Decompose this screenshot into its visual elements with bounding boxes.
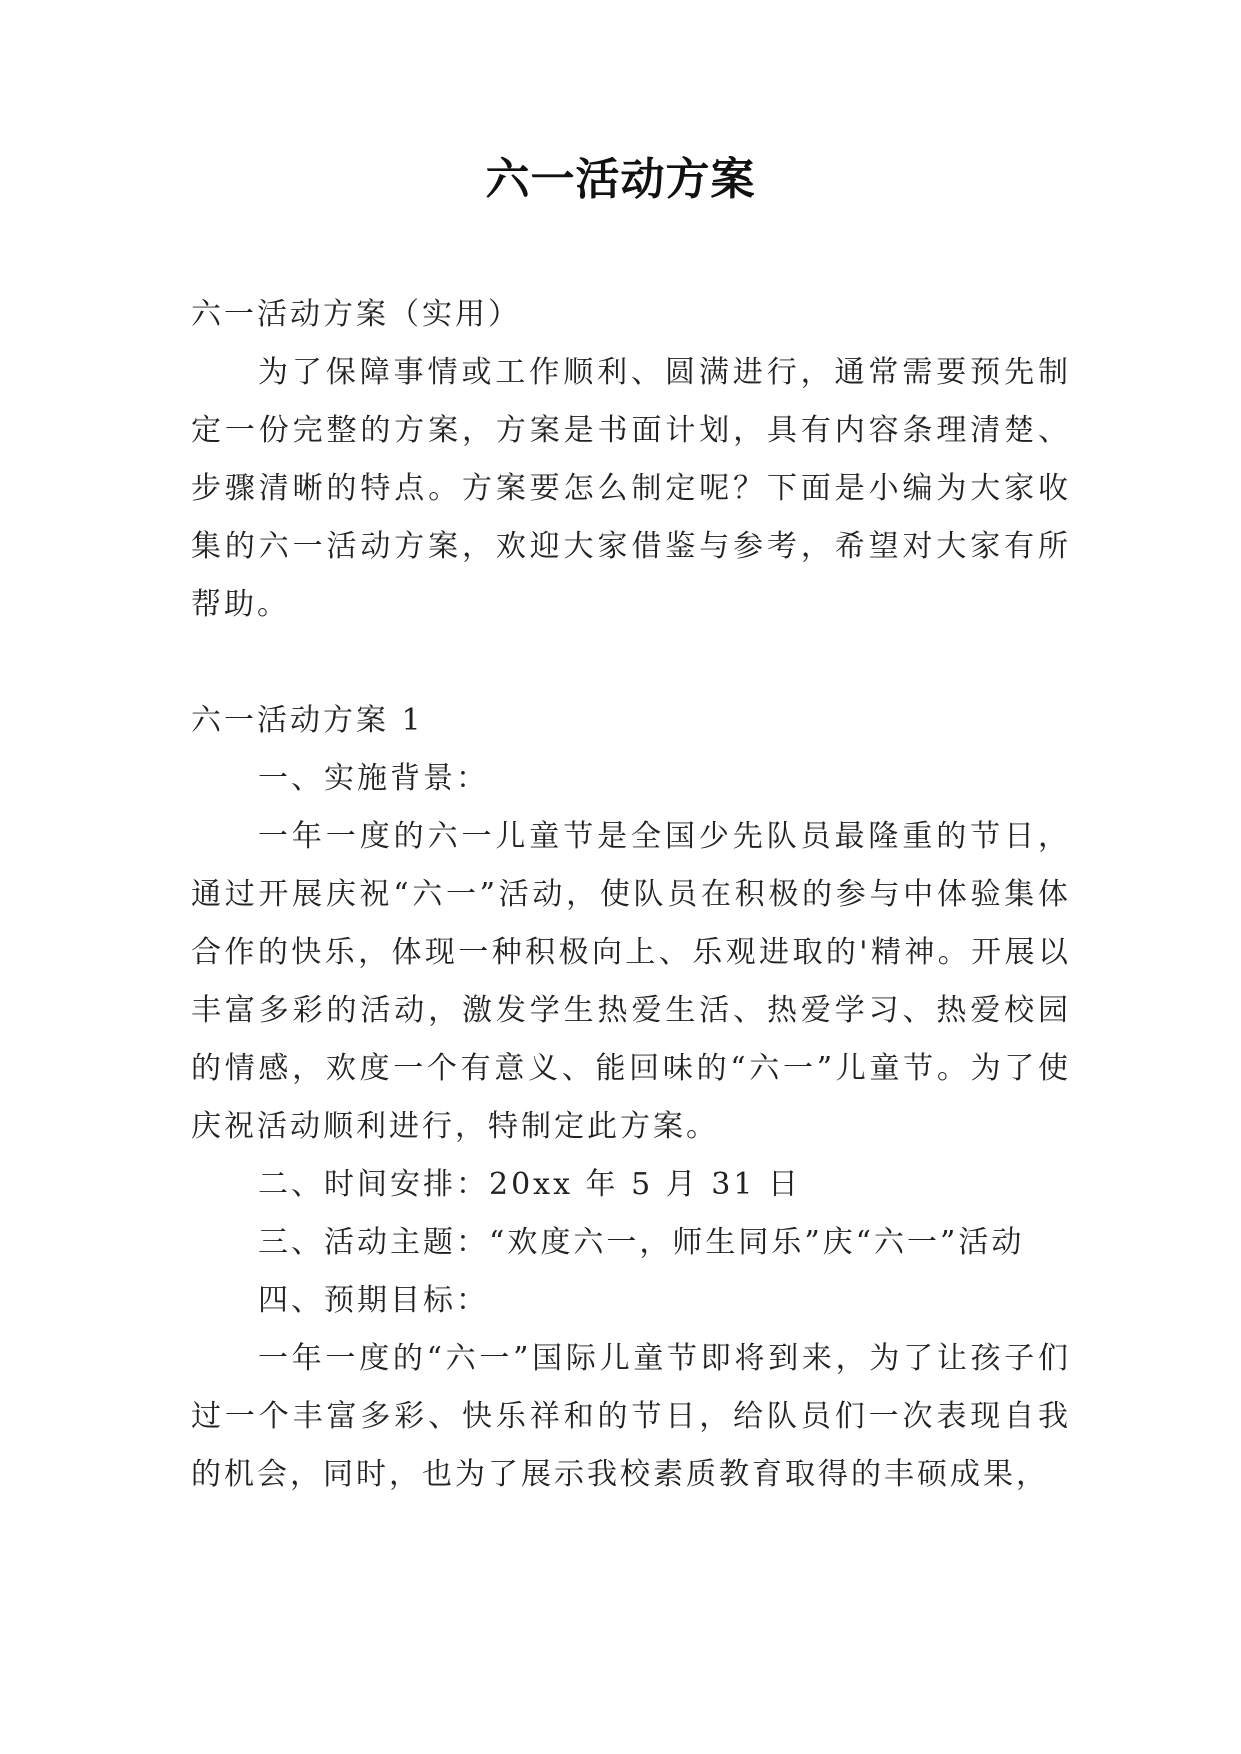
section-heading-background: 一、实施背景： <box>258 761 489 796</box>
document-title: 六一活动方案 <box>485 154 756 205</box>
section-heading-theme: 三、活动主题：“欢度六一，师生同乐”庆“六一”活动 <box>258 1225 1025 1260</box>
section-heading: 六一活动方案 1 <box>191 703 424 738</box>
section-heading-goals: 四、预期目标： <box>258 1283 489 1318</box>
intro-section <box>191 344 1071 634</box>
section-body <box>191 750 1071 1504</box>
paragraph-goals: 一年一度的“六一”国际儿童节即将到来，为了让孩子们过一个丰富多彩、快乐祥和的节日，给队员们一次表现自我的机会，同时，也为了展示我校素质教育取得的丰硕成果， <box>191 1341 1071 1492</box>
section-heading-schedule: 二、时间安排：20xx 年 5 月 31 日 <box>258 1167 801 1202</box>
paragraph-background: 一年一度的六一儿童节是全国少先队员最隆重的节日，通过开展庆祝“六一”活动，使队员在积极的参与中体验集体合作的快乐，体现一种积极向上、乐观进取的'精神。开展以丰富多彩的活动，激发学生热爱生活、热爱学习、热爱校园的情感，欢度一个有意义、能回味的“六一”儿童节。为了使庆祝活动顺利进行，特制定此方案。 <box>191 819 1071 1144</box>
document-subtitle: 六一活动方案（实用） <box>191 297 521 332</box>
intro-paragraph: 为了保障事情或工作顺利、圆满进行，通常需要预先制定一份完整的方案，方案是书面计划，具有内容条理清楚、步骤清晰的特点。方案要怎么制定呢？下面是小编为大家收集的六一活动方案，欢迎大家借鉴与参考，希望对大家有所帮助。 <box>191 355 1071 622</box>
